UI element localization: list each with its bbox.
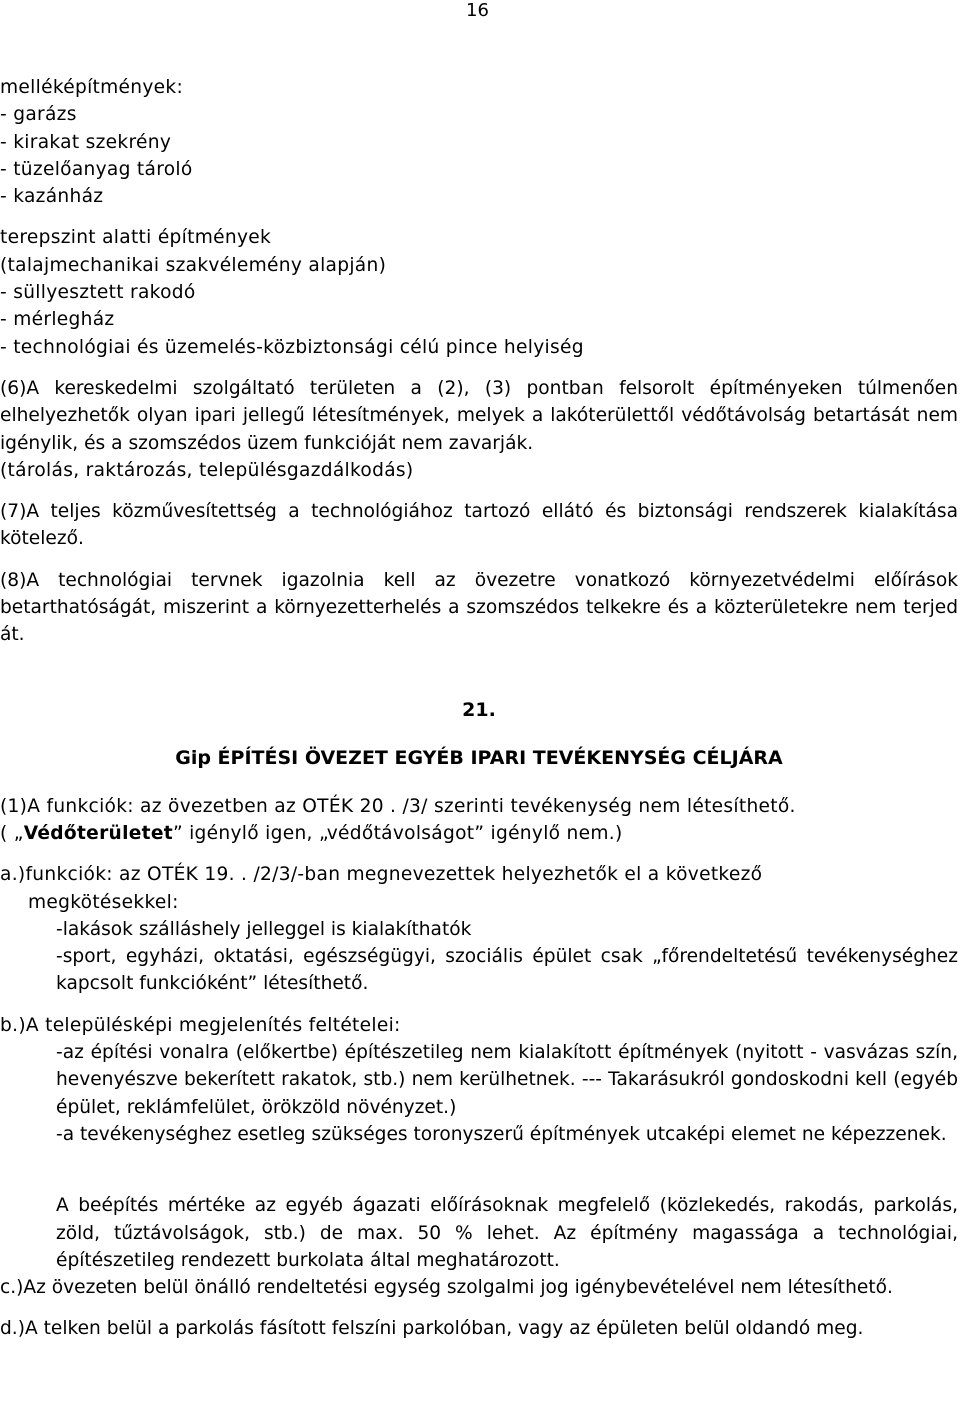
page-number: 16 <box>466 0 489 21</box>
bold-term: Védőterületet <box>23 822 173 844</box>
subsection-b: b.)A településképi megjelenítés feltételei: <box>0 1014 401 1036</box>
document-body <box>0 74 958 1343</box>
quote-open: ( „ <box>0 822 24 844</box>
section-title: terepszint alatti építmények <box>0 227 272 249</box>
list-item: - tüzelőanyag tároló <box>0 158 193 180</box>
subsection-a: a.)funkciók: az OTÉK 19. . /2/3/-ban megnevezettek helyezhetők el a következő <box>0 864 763 886</box>
paragraph-7: (7)A teljes közművesítettség a technológiához tartozó ellátó és biztonsági rendszerek kialakítása kötelező. <box>0 501 958 550</box>
list-item: - garázs <box>0 104 77 126</box>
list-item: -az építési vonalra (előkertbe) építészetileg nem kialakított építmények (nyitott - vasvázas szín, hevenyészve bekerített rakatok, stb.) nem kerülhetnek. --- Takarásukról gondoskodni kell (egyéb épület, reklámfelület, örökzöld növényzet.) <box>56 1042 958 1118</box>
list-item: - technológiai és üzemelés-közbiztonsági célú pince helyiség <box>0 336 584 358</box>
paragraph-8: (8)A technológiai tervnek igazolnia kell az övezetre vonatkozó környezetvédelmi előírások betarthatóságát, miszerint a környezetterhelés a szomszédos telkekre és a közterületekre nem terjed át. <box>0 569 958 646</box>
list-item: -a tevékenységhez esetleg szükséges toronyszerű építmények utcaképi elemet ne képezzenek. <box>56 1123 947 1145</box>
list-item: -sport, egyházi, oktatási, egészségügyi, szociális épület csak „főrendeltetésű tevékenységhez kapcsolt funkcióként” létesíthető. <box>56 946 958 995</box>
list-item: - kirakat szekrény <box>0 131 172 153</box>
paragraph-1: (1)A funkciók: az övezetben az OTÉK 20 . /3/ szerinti tevékenység nem létesíthető. <box>0 795 796 817</box>
subsection-a-cont: megkötésekkel: <box>28 891 179 913</box>
subsection-d: d.)A telken belül a parkolás fásított felszíni parkolóban, vagy az épületen belül oldandó meg. <box>0 1318 864 1340</box>
paragraph-6-note: (tárolás, raktározás, településgazdálkodás) <box>0 459 414 481</box>
paragraph-b-extra: A beépítés mértéke az egyéb ágazati előírásoknak megfelelő (közlekedés, rakodás, parkolás, zöld, tűztávolságok, stb.) de max. 50 % lehet. Az építmény magassága a technológiai, építészetileg rendezett burkolata által meghatározott. <box>56 1195 958 1271</box>
article-number: 21. <box>462 698 496 721</box>
article-title: Gip ÉPÍTÉSI ÖVEZET EGYÉB IPARI TEVÉKENYSÉG CÉLJÁRA <box>175 746 783 769</box>
paragraph-1-note <box>0 820 958 847</box>
list-item: - süllyesztett rakodó <box>0 282 196 304</box>
subsection-c: c.)Az övezeten belül önálló rendeltetési egység szolgalmi jog igénybevételével nem létesíthető. <box>0 1277 893 1299</box>
paragraph-6: (6)A kereskedelmi szolgáltató területen a (2), (3) pontban felsorolt építményeken túlmenően elhelyezhetők olyan ipari jellegű létesítmények, melyek a lakóterülettől védőtávolság betartását nem igénylik, és a szomszédos üzem funkcióját nem zavarják. <box>0 377 958 454</box>
list-item: - mérlegház <box>0 309 115 331</box>
section-title: melléképítmények: <box>0 77 184 98</box>
list-item: - kazánház <box>0 186 104 208</box>
quote-rest: ” igénylő igen, „védőtávolságot” igénylő nem.) <box>172 822 623 844</box>
list-item: -lakások szálláshely jelleggel is kialakíthatók <box>56 918 472 940</box>
list-item: (talajmechanikai szakvélemény alapján) <box>0 254 387 276</box>
